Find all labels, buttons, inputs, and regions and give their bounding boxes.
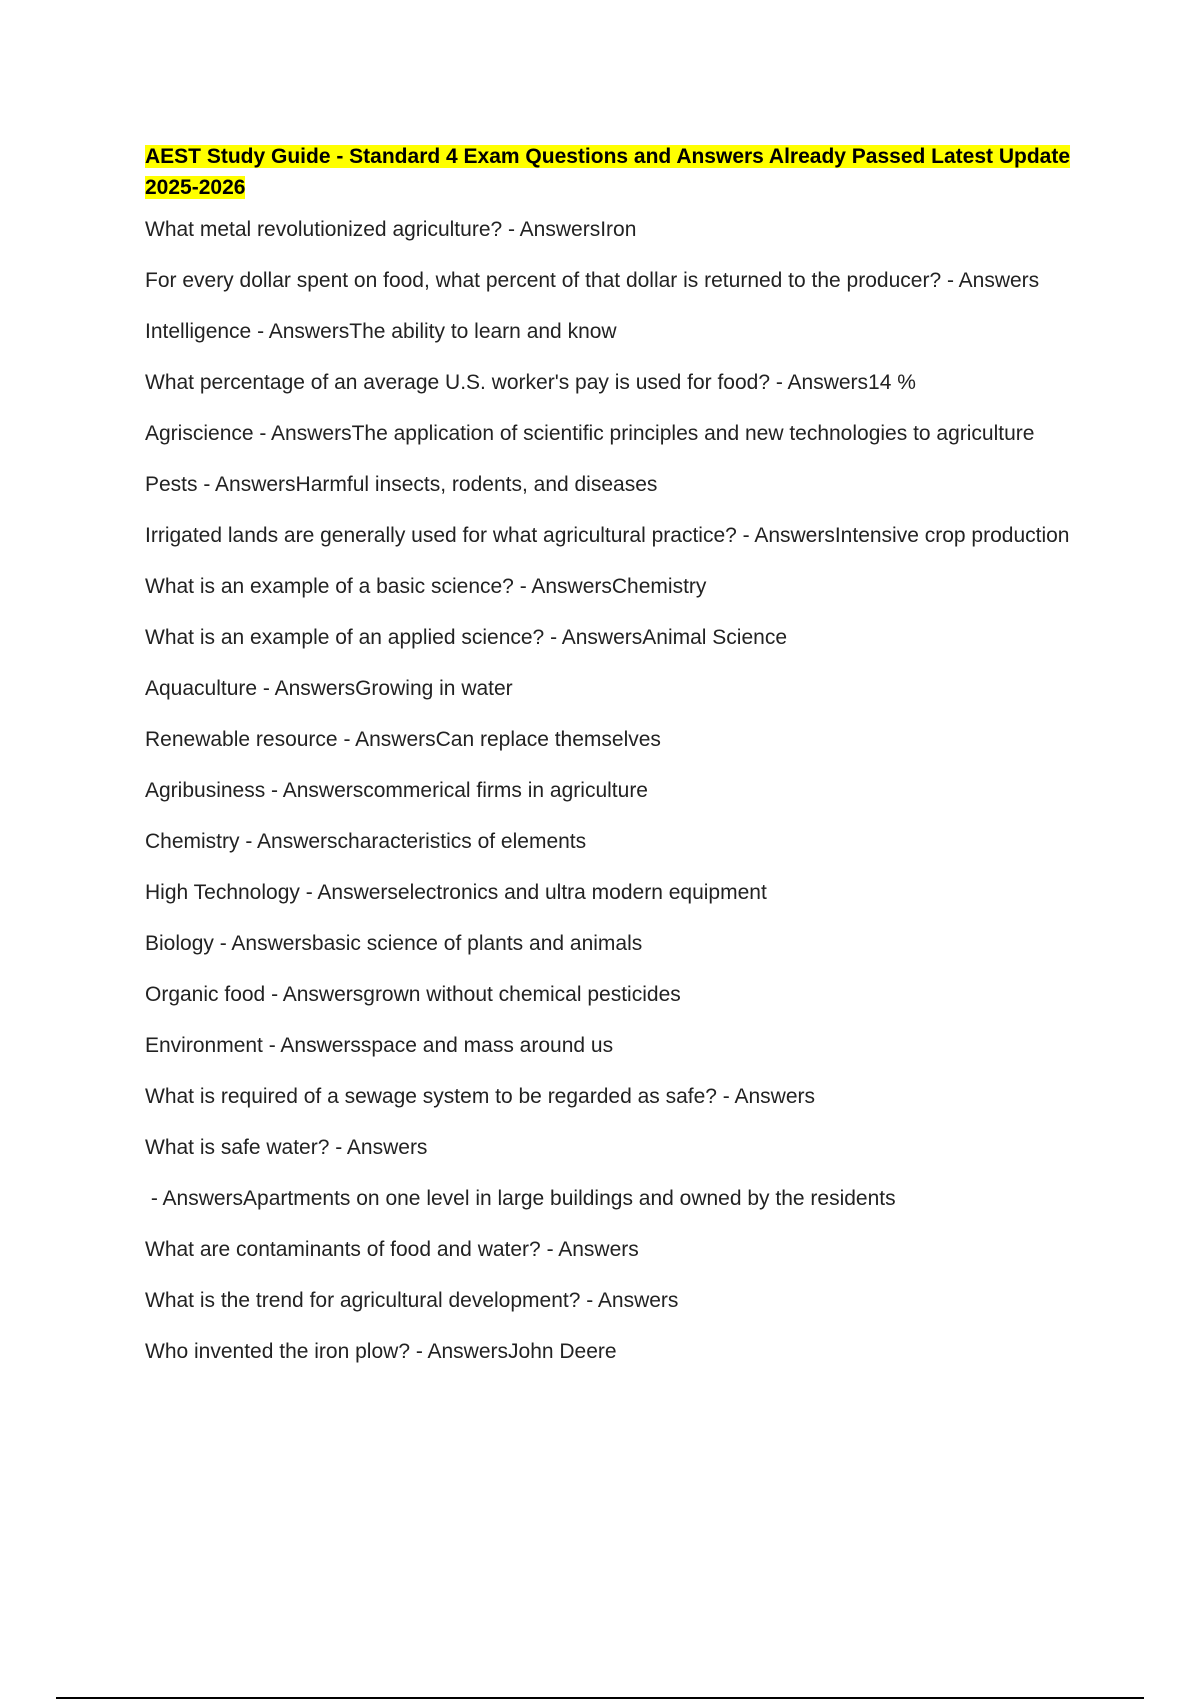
document-content [145, 141, 1105, 1388]
qa-item: Agribusiness - Answerscommerical firms in agriculture [145, 779, 648, 802]
qa-item: Chemistry - Answerscharacteristics of elements [145, 830, 587, 853]
qa-item: What are contaminants of food and water? - Answers [145, 1238, 639, 1261]
qa-item: Environment - Answersspace and mass around us [145, 1034, 614, 1057]
qa-item: Who invented the iron plow? - AnswersJohn Deere [145, 1340, 617, 1363]
qa-item: What is an example of a basic science? - AnswersChemistry [145, 575, 707, 598]
title-highlight: AEST Study Guide - Standard 4 Exam Questions and Answers Already Passed Latest Update 2025-2026 [145, 145, 1071, 199]
qa-item: Agriscience - AnswersThe application of scientific principles and new technologies to agriculture [145, 422, 1035, 445]
page-bottom-rule [56, 1697, 1144, 1699]
qa-item: Biology - Answersbasic science of plants and animals [145, 932, 643, 955]
qa-item: What percentage of an average U.S. worker's pay is used for food? - Answers14 % [145, 371, 916, 394]
qa-item: What is the trend for agricultural development? - Answers [145, 1289, 679, 1312]
qa-item: What metal revolutionized agriculture? - AnswersIron [145, 218, 637, 241]
document-title [145, 141, 1105, 203]
qa-item: High Technology - Answerselectronics and ultra modern equipment [145, 881, 767, 904]
qa-item: - AnswersApartments on one level in large buildings and owned by the residents [145, 1187, 896, 1210]
qa-item: What is required of a sewage system to be regarded as safe? - Answers [145, 1085, 816, 1108]
qa-item: Aquaculture - AnswersGrowing in water [145, 677, 513, 700]
qa-item: Organic food - Answersgrown without chemical pesticides [145, 983, 681, 1006]
qa-item: Renewable resource - AnswersCan replace themselves [145, 728, 661, 751]
qa-list [145, 215, 1105, 1367]
qa-item: What is safe water? - Answers [145, 1136, 428, 1159]
qa-item: For every dollar spent on food, what percent of that dollar is returned to the producer? - Answers [145, 269, 1040, 292]
qa-item: Pests - AnswersHarmful insects, rodents, and diseases [145, 473, 658, 496]
qa-item: What is an example of an applied science? - AnswersAnimal Science [145, 626, 787, 649]
qa-item: Irrigated lands are generally used for what agricultural practice? - AnswersIntensive crop production [145, 524, 1070, 547]
qa-item: Intelligence - AnswersThe ability to learn and know [145, 320, 617, 343]
